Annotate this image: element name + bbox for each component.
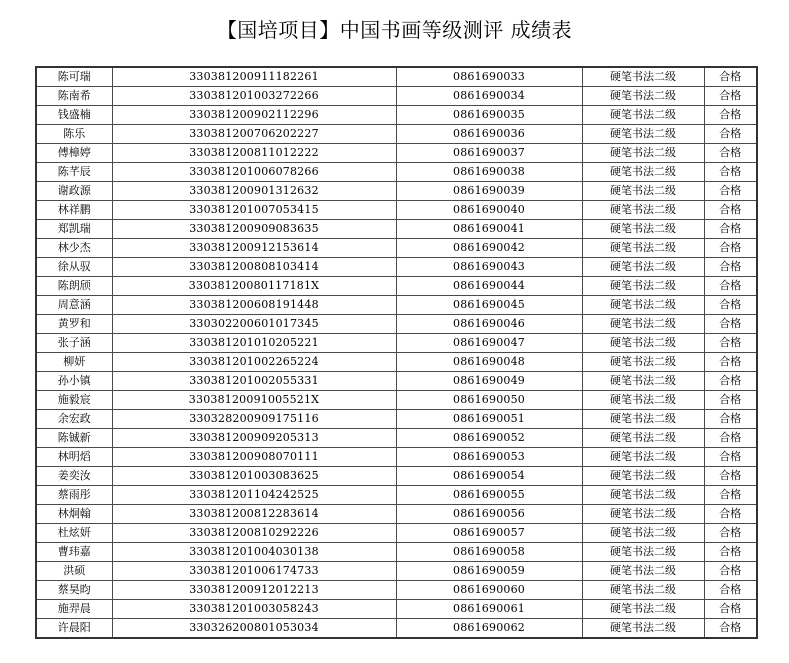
result-cell: 合格 — [704, 524, 757, 543]
exam-level-cell: 硬笔书法二级 — [582, 239, 704, 258]
result-cell: 合格 — [704, 448, 757, 467]
student-name-cell: 黄罗和 — [36, 315, 112, 334]
student-name-cell: 姜奕汝 — [36, 467, 112, 486]
table-row — [36, 67, 757, 87]
certificate-number-cell: 0861690040 — [396, 201, 582, 220]
exam-level-cell: 硬笔书法二级 — [582, 125, 704, 144]
student-name-cell: 张子涵 — [36, 334, 112, 353]
id-number-cell: 330381200909205313 — [112, 429, 396, 448]
results-table-body — [36, 67, 757, 638]
student-name-cell: 柳妍 — [36, 353, 112, 372]
student-name-cell: 林少杰 — [36, 239, 112, 258]
certificate-number-cell: 0861690060 — [396, 581, 582, 600]
table-row — [36, 448, 757, 467]
certificate-number-cell: 0861690061 — [396, 600, 582, 619]
table-row — [36, 277, 757, 296]
certificate-number-cell: 0861690054 — [396, 467, 582, 486]
table-row — [36, 410, 757, 429]
certificate-number-cell: 0861690049 — [396, 372, 582, 391]
exam-level-cell: 硬笔书法二级 — [582, 163, 704, 182]
student-name-cell: 许晨阳 — [36, 619, 112, 639]
student-name-cell: 陈朗颀 — [36, 277, 112, 296]
certificate-number-cell: 0861690046 — [396, 315, 582, 334]
id-number-cell: 330381200912012213 — [112, 581, 396, 600]
student-name-cell: 陈可瑞 — [36, 67, 112, 87]
table-row — [36, 372, 757, 391]
exam-level-cell: 硬笔书法二级 — [582, 562, 704, 581]
result-cell: 合格 — [704, 239, 757, 258]
student-name-cell: 林明熖 — [36, 448, 112, 467]
id-number-cell: 330381200902112296 — [112, 106, 396, 125]
result-cell: 合格 — [704, 372, 757, 391]
exam-level-cell: 硬笔书法二级 — [582, 106, 704, 125]
table-row — [36, 467, 757, 486]
table-row — [36, 87, 757, 106]
certificate-number-cell: 0861690057 — [396, 524, 582, 543]
result-cell: 合格 — [704, 258, 757, 277]
id-number-cell: 330381200811012222 — [112, 144, 396, 163]
certificate-number-cell: 0861690059 — [396, 562, 582, 581]
student-name-cell: 陈芊辰 — [36, 163, 112, 182]
result-cell: 合格 — [704, 334, 757, 353]
student-name-cell: 钱盛楠 — [36, 106, 112, 125]
certificate-number-cell: 0861690062 — [396, 619, 582, 639]
result-cell: 合格 — [704, 87, 757, 106]
certificate-number-cell: 0861690043 — [396, 258, 582, 277]
result-cell: 合格 — [704, 429, 757, 448]
id-number-cell: 330381200908070111 — [112, 448, 396, 467]
id-number-cell: 330381201006078266 — [112, 163, 396, 182]
result-cell: 合格 — [704, 67, 757, 87]
result-cell: 合格 — [704, 315, 757, 334]
id-number-cell: 330381201002055331 — [112, 372, 396, 391]
certificate-number-cell: 0861690048 — [396, 353, 582, 372]
result-cell: 合格 — [704, 562, 757, 581]
result-cell: 合格 — [704, 543, 757, 562]
exam-level-cell: 硬笔书法二级 — [582, 372, 704, 391]
table-row — [36, 296, 757, 315]
certificate-number-cell: 0861690051 — [396, 410, 582, 429]
certificate-number-cell: 0861690056 — [396, 505, 582, 524]
exam-level-cell: 硬笔书法二级 — [582, 600, 704, 619]
id-number-cell: 330381200808103414 — [112, 258, 396, 277]
student-name-cell: 施羿晨 — [36, 600, 112, 619]
exam-level-cell: 硬笔书法二级 — [582, 429, 704, 448]
table-row — [36, 486, 757, 505]
table-row — [36, 144, 757, 163]
id-number-cell: 330381200706202227 — [112, 125, 396, 144]
results-table-container — [35, 66, 758, 639]
exam-level-cell: 硬笔书法二级 — [582, 201, 704, 220]
exam-level-cell: 硬笔书法二级 — [582, 543, 704, 562]
result-cell: 合格 — [704, 619, 757, 639]
table-row — [36, 163, 757, 182]
table-row — [36, 106, 757, 125]
table-row — [36, 201, 757, 220]
table-row — [36, 524, 757, 543]
table-row — [36, 258, 757, 277]
student-name-cell: 周意涵 — [36, 296, 112, 315]
result-cell: 合格 — [704, 106, 757, 125]
certificate-number-cell: 0861690039 — [396, 182, 582, 201]
student-name-cell: 陈乐 — [36, 125, 112, 144]
id-number-cell: 330381200812283614 — [112, 505, 396, 524]
student-name-cell: 洪硕 — [36, 562, 112, 581]
exam-level-cell: 硬笔书法二级 — [582, 353, 704, 372]
result-cell: 合格 — [704, 581, 757, 600]
exam-level-cell: 硬笔书法二级 — [582, 467, 704, 486]
exam-level-cell: 硬笔书法二级 — [582, 67, 704, 87]
exam-level-cell: 硬笔书法二级 — [582, 87, 704, 106]
table-row — [36, 581, 757, 600]
id-number-cell: 330381201004030138 — [112, 543, 396, 562]
exam-level-cell: 硬笔书法二级 — [582, 144, 704, 163]
exam-level-cell: 硬笔书法二级 — [582, 277, 704, 296]
student-name-cell: 谢政源 — [36, 182, 112, 201]
certificate-number-cell: 0861690044 — [396, 277, 582, 296]
id-number-cell: 330381201104242525 — [112, 486, 396, 505]
student-name-cell: 林祥鹏 — [36, 201, 112, 220]
table-row — [36, 182, 757, 201]
result-cell: 合格 — [704, 182, 757, 201]
exam-level-cell: 硬笔书法二级 — [582, 315, 704, 334]
student-name-cell: 蔡雨彤 — [36, 486, 112, 505]
certificate-number-cell: 0861690050 — [396, 391, 582, 410]
student-name-cell: 蔡昊昀 — [36, 581, 112, 600]
id-number-cell: 33038120091005521X — [112, 391, 396, 410]
table-row — [36, 619, 757, 639]
student-name-cell: 傅樟婷 — [36, 144, 112, 163]
table-row — [36, 125, 757, 144]
id-number-cell: 330381201003058243 — [112, 600, 396, 619]
student-name-cell: 孙小镇 — [36, 372, 112, 391]
table-row — [36, 220, 757, 239]
id-number-cell: 330381200912153614 — [112, 239, 396, 258]
certificate-number-cell: 0861690042 — [396, 239, 582, 258]
student-name-cell: 林炯翰 — [36, 505, 112, 524]
id-number-cell: 330381201002265224 — [112, 353, 396, 372]
certificate-number-cell: 0861690038 — [396, 163, 582, 182]
certificate-number-cell: 0861690045 — [396, 296, 582, 315]
certificate-number-cell: 0861690036 — [396, 125, 582, 144]
certificate-number-cell: 0861690047 — [396, 334, 582, 353]
id-number-cell: 330381200909083635 — [112, 220, 396, 239]
table-row — [36, 600, 757, 619]
id-number-cell: 330381201007053415 — [112, 201, 396, 220]
table-row — [36, 391, 757, 410]
table-row — [36, 315, 757, 334]
certificate-number-cell: 0861690041 — [396, 220, 582, 239]
id-number-cell: 330326200801053034 — [112, 619, 396, 639]
id-number-cell: 330381200608191448 — [112, 296, 396, 315]
results-table — [35, 66, 758, 639]
result-cell: 合格 — [704, 410, 757, 429]
exam-level-cell: 硬笔书法二级 — [582, 410, 704, 429]
id-number-cell: 330381201003083625 — [112, 467, 396, 486]
result-cell: 合格 — [704, 163, 757, 182]
student-name-cell: 徐从驭 — [36, 258, 112, 277]
table-row — [36, 429, 757, 448]
student-name-cell: 郑凯瑞 — [36, 220, 112, 239]
exam-level-cell: 硬笔书法二级 — [582, 220, 704, 239]
result-cell: 合格 — [704, 144, 757, 163]
exam-level-cell: 硬笔书法二级 — [582, 524, 704, 543]
result-cell: 合格 — [704, 220, 757, 239]
certificate-number-cell: 0861690052 — [396, 429, 582, 448]
table-row — [36, 505, 757, 524]
id-number-cell: 330328200909175116 — [112, 410, 396, 429]
certificate-number-cell: 0861690033 — [396, 67, 582, 87]
id-number-cell: 330381200901312632 — [112, 182, 396, 201]
certificate-number-cell: 0861690035 — [396, 106, 582, 125]
result-cell: 合格 — [704, 277, 757, 296]
exam-level-cell: 硬笔书法二级 — [582, 505, 704, 524]
student-name-cell: 施毅宸 — [36, 391, 112, 410]
result-cell: 合格 — [704, 486, 757, 505]
student-name-cell: 陈铖新 — [36, 429, 112, 448]
id-number-cell: 330381200911182261 — [112, 67, 396, 87]
exam-level-cell: 硬笔书法二级 — [582, 296, 704, 315]
certificate-number-cell: 0861690037 — [396, 144, 582, 163]
result-cell: 合格 — [704, 505, 757, 524]
student-name-cell: 余宏政 — [36, 410, 112, 429]
certificate-number-cell: 0861690055 — [396, 486, 582, 505]
id-number-cell: 330302200601017345 — [112, 315, 396, 334]
id-number-cell: 330381201003272266 — [112, 87, 396, 106]
table-row — [36, 353, 757, 372]
table-row — [36, 334, 757, 353]
certificate-number-cell: 0861690034 — [396, 87, 582, 106]
table-row — [36, 543, 757, 562]
result-cell: 合格 — [704, 391, 757, 410]
id-number-cell: 330381200810292226 — [112, 524, 396, 543]
student-name-cell: 杜炫妍 — [36, 524, 112, 543]
id-number-cell: 330381201006174733 — [112, 562, 396, 581]
exam-level-cell: 硬笔书法二级 — [582, 258, 704, 277]
exam-level-cell: 硬笔书法二级 — [582, 448, 704, 467]
exam-level-cell: 硬笔书法二级 — [582, 334, 704, 353]
student-name-cell: 曹玮嘉 — [36, 543, 112, 562]
exam-level-cell: 硬笔书法二级 — [582, 182, 704, 201]
exam-level-cell: 硬笔书法二级 — [582, 581, 704, 600]
result-cell: 合格 — [704, 201, 757, 220]
result-cell: 合格 — [704, 125, 757, 144]
exam-level-cell: 硬笔书法二级 — [582, 619, 704, 639]
page-title: 【国培项目】中国书画等级测评 成绩表 — [216, 18, 573, 42]
id-number-cell: 330381201010205221 — [112, 334, 396, 353]
table-row — [36, 562, 757, 581]
result-cell: 合格 — [704, 353, 757, 372]
student-name-cell: 陈南希 — [36, 87, 112, 106]
result-cell: 合格 — [704, 296, 757, 315]
id-number-cell: 33038120080117181X — [112, 277, 396, 296]
exam-level-cell: 硬笔书法二级 — [582, 486, 704, 505]
result-cell: 合格 — [704, 600, 757, 619]
exam-level-cell: 硬笔书法二级 — [582, 391, 704, 410]
certificate-number-cell: 0861690053 — [396, 448, 582, 467]
result-cell: 合格 — [704, 467, 757, 486]
table-row — [36, 239, 757, 258]
certificate-number-cell: 0861690058 — [396, 543, 582, 562]
